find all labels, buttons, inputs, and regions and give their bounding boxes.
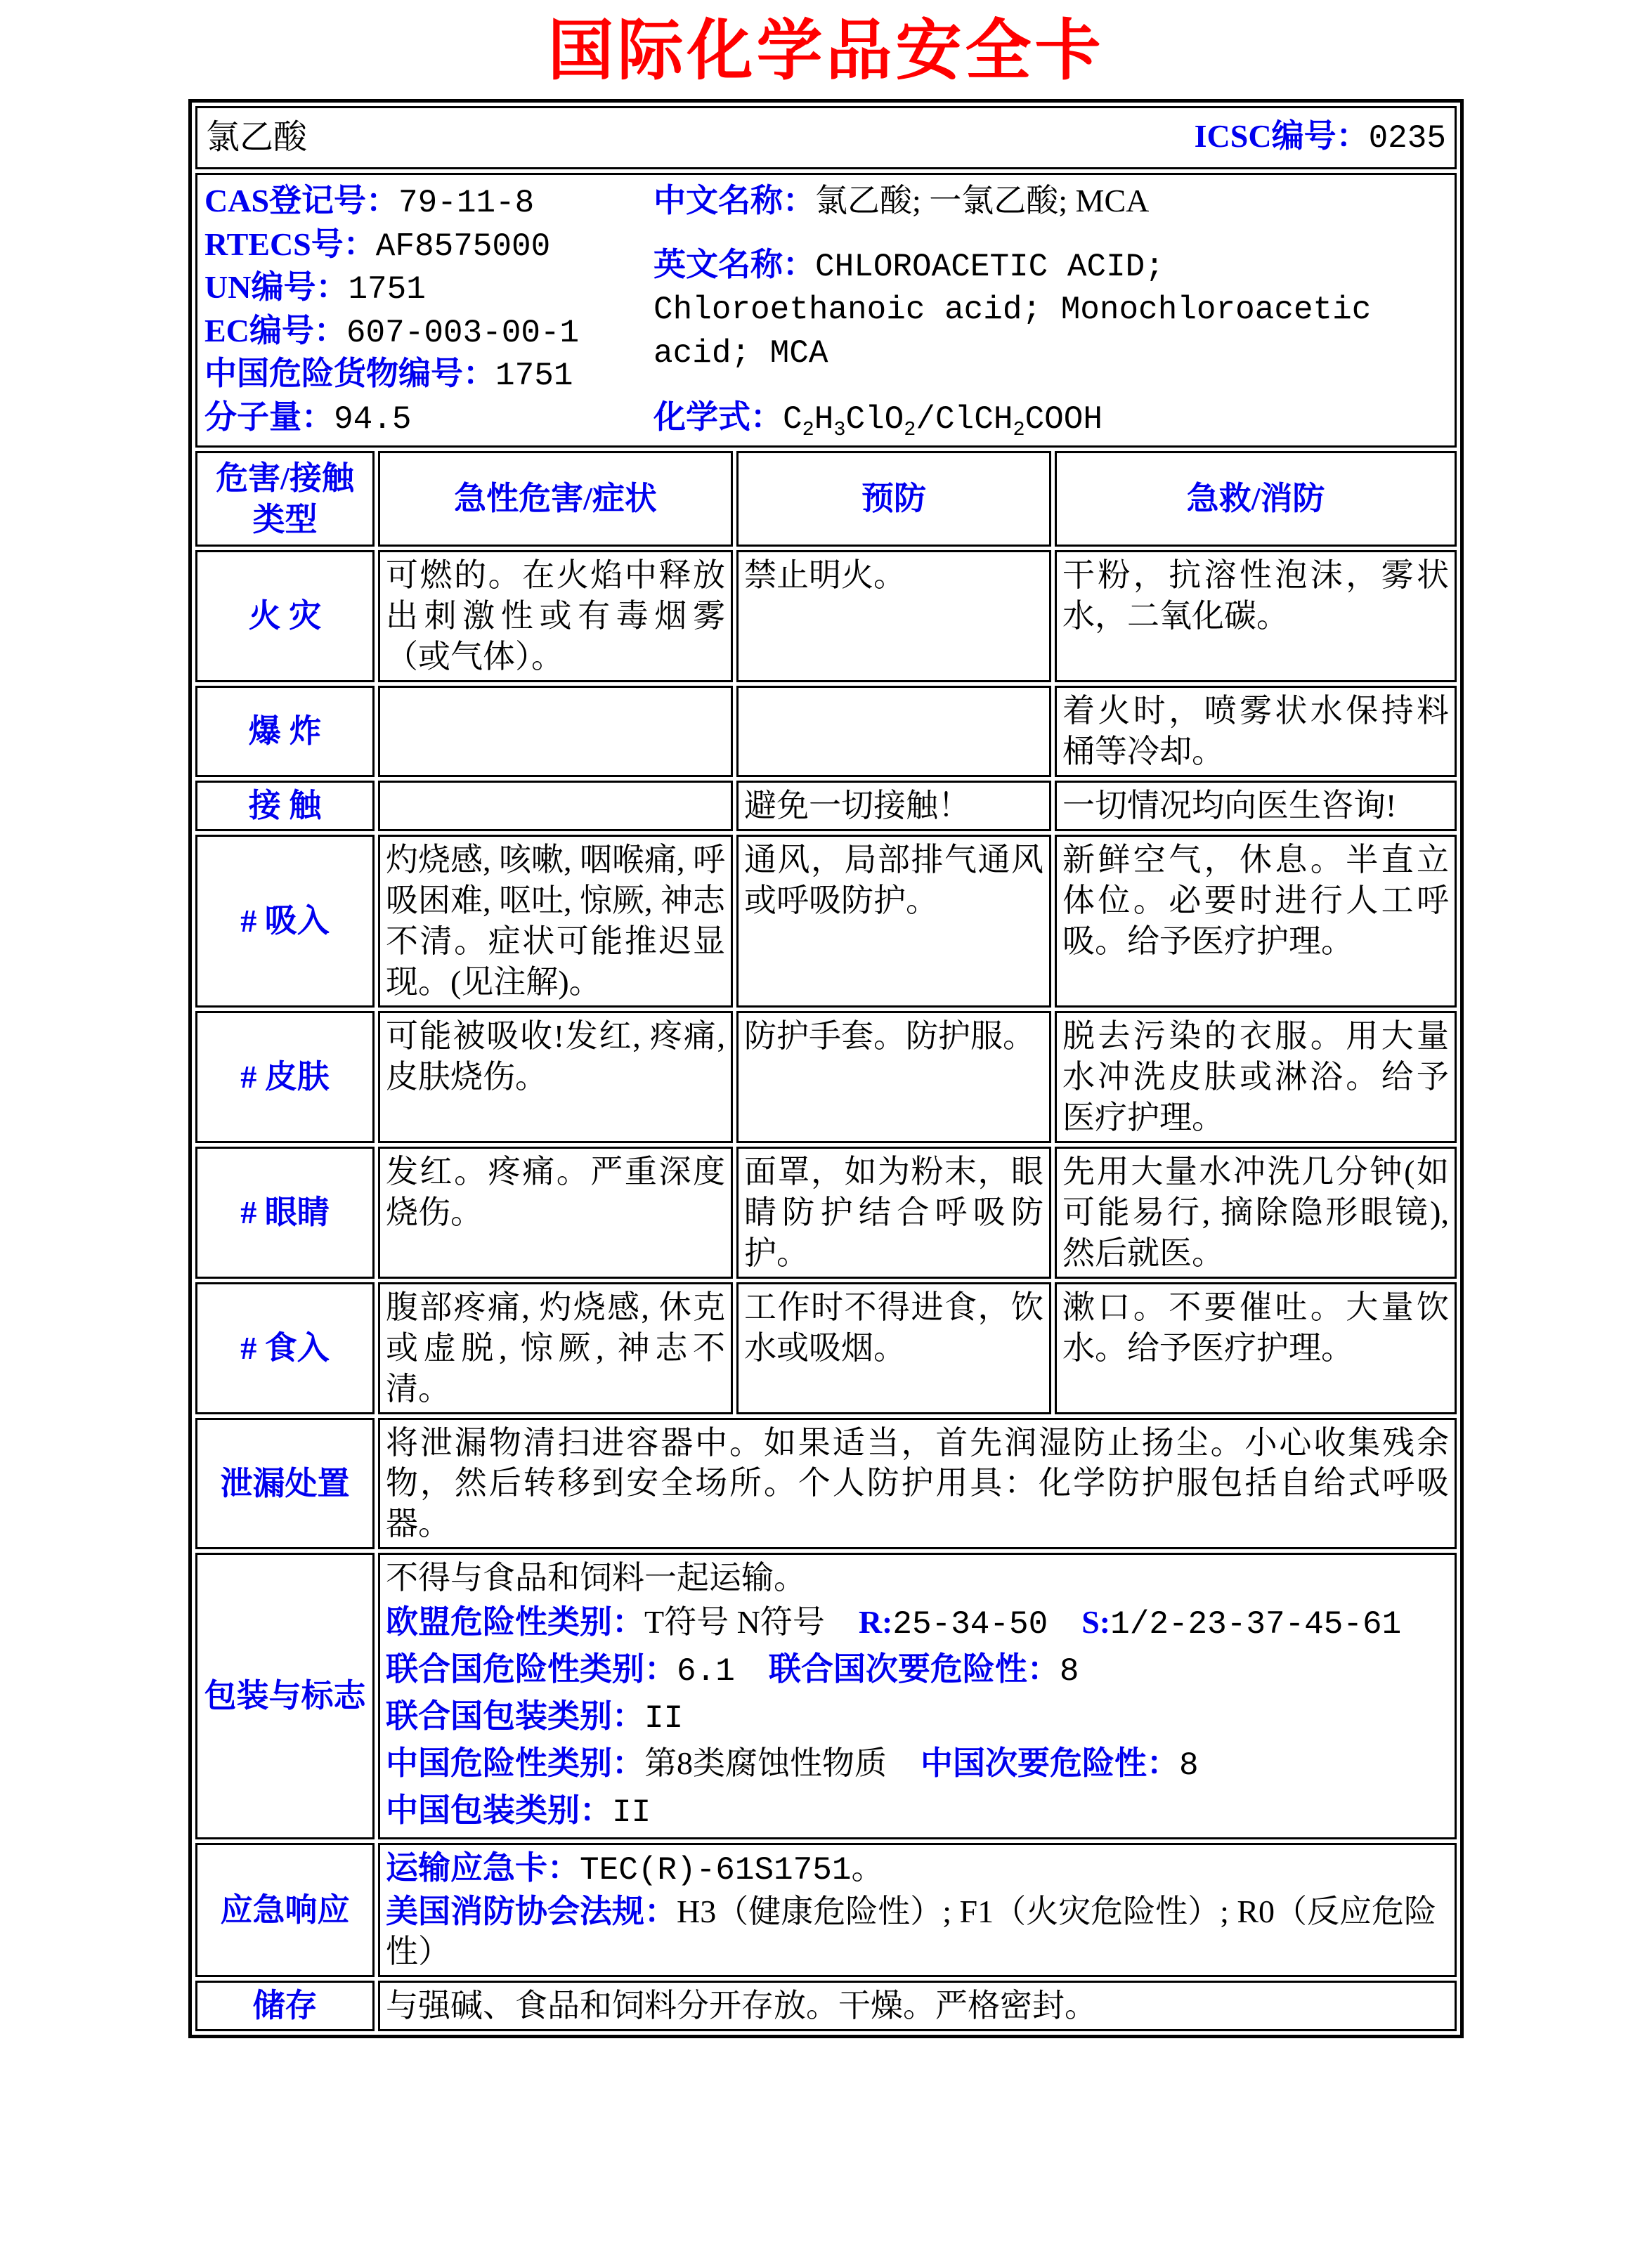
- cn-subsidiary-risk-value: 8: [1179, 1747, 1199, 1784]
- un-packing-group-value: II: [644, 1700, 684, 1738]
- icsc-number-value: 0235: [1368, 120, 1446, 157]
- header-hazard-type-cell: [195, 451, 375, 547]
- skin-prevention-cell: 防护手套。防护服。: [736, 1011, 1051, 1143]
- packaging-labelling-row: [195, 1553, 1457, 1839]
- hazard-row-fire: [195, 550, 1457, 682]
- cn-packing-group-value: II: [612, 1794, 651, 1831]
- hazard-row-eyes: [195, 1147, 1457, 1279]
- chinese-name-value: 氯乙酸; 一氯乙酸; MCA: [815, 183, 1150, 219]
- substance-header-row: [195, 106, 1457, 169]
- formula-segment: /ClCH: [916, 400, 1013, 438]
- spill-disposal-label-cell: 泄漏处置: [195, 1418, 375, 1550]
- contact-type-cell: 接 触: [195, 781, 375, 831]
- rtecs-number-value: AF8575000: [375, 228, 551, 265]
- molecular-weight-line: [204, 397, 644, 441]
- emergency-response-row: [195, 1843, 1457, 1977]
- nfpa-code-line: [386, 1891, 1449, 1972]
- skin-symptoms-cell: 可能被吸收!发红, 疼痛, 皮肤烧伤。: [378, 1011, 733, 1143]
- header-prevention-cell: [736, 451, 1051, 547]
- header-symptoms-cell: [378, 451, 733, 547]
- cn-packing-group-line: [386, 1790, 1449, 1834]
- storage-row: [195, 1981, 1457, 2031]
- emergency-response-lines: [386, 1848, 1449, 1972]
- un-subsidiary-risk-value: 8: [1059, 1653, 1079, 1690]
- packaging-content-cell: [378, 1553, 1457, 1839]
- un-hazard-class-value: 6.1: [677, 1653, 735, 1690]
- explosion-type-cell: 爆 炸: [195, 686, 375, 777]
- un-number-value: 1751: [348, 271, 426, 308]
- cas-number-value: 79-11-8: [398, 185, 535, 222]
- formula-subscript: 2: [802, 418, 814, 442]
- nfpa-code-label: 美国消防协会法规：: [386, 1893, 677, 1929]
- substance-header-cell: [195, 106, 1457, 169]
- un-hazard-class-label: 联合国危险性类别：: [386, 1651, 677, 1688]
- ingestion-symptoms-cell: 腹部疼痛, 灼烧感, 休克或虚脱, 惊厥, 神志不清。: [378, 1282, 733, 1414]
- un-packing-group-line: [386, 1696, 1449, 1740]
- header-hazard-type-line1: 危害/接触: [216, 460, 354, 496]
- spill-disposal-row: [195, 1418, 1457, 1550]
- chinese-name-label: 中文名称：: [653, 183, 815, 219]
- hazard-row-ingestion: [195, 1282, 1457, 1414]
- chemical-formula-value: [783, 400, 1103, 442]
- cn-hazard-class-line: [386, 1743, 1449, 1787]
- packaging-lines: [386, 1558, 1449, 1833]
- emergency-response-content-cell: [378, 1843, 1457, 1977]
- contact-symptoms-cell: [378, 781, 733, 831]
- contact-response-cell: 一切情况均向医生咨询!: [1055, 781, 1457, 831]
- registry-numbers-column: [204, 181, 644, 440]
- hazard-header-row: [195, 451, 1457, 547]
- chinese-name-line: [653, 181, 1449, 221]
- skin-response-cell: 脱去污染的衣服。用大量水冲洗皮肤或淋浴。给予医疗护理。: [1055, 1011, 1457, 1143]
- formula-subscript: 2: [904, 418, 916, 442]
- inhalation-prevention-cell: 通风，局部排气通风或呼吸防护。: [736, 835, 1051, 1008]
- formula-segment: H: [814, 400, 834, 438]
- ec-number-line: [204, 311, 644, 354]
- inhalation-symptoms-cell: 灼烧感, 咳嗽, 咽喉痛, 呼吸困难, 呕吐, 惊厥, 神志不清。症状可能推迟显现。(见注解)。: [378, 835, 733, 1008]
- r-phrases-value: 25-34-50: [892, 1606, 1048, 1643]
- eyes-symptoms-cell: 发红。疼痛。严重深度烧伤。: [378, 1147, 733, 1279]
- eu-hazard-class-line: [386, 1602, 1449, 1645]
- transport-emergency-card-line: [386, 1848, 1449, 1891]
- ingestion-type-cell: # 食入: [195, 1282, 375, 1414]
- cas-number-line: [204, 181, 644, 224]
- transport-note-line: [386, 1558, 1449, 1598]
- s-phrases-value: 1/2-23-37-45-61: [1110, 1606, 1402, 1643]
- identification-row: [195, 173, 1457, 448]
- cn-hazard-class-value: 第8类腐蚀性物质: [644, 1745, 887, 1781]
- china-dg-number-value: 1751: [495, 358, 573, 395]
- ingestion-prevention-cell: 工作时不得进食，饮水或吸烟。: [736, 1282, 1051, 1414]
- china-dg-number-label: 中国危险货物编号：: [204, 356, 495, 392]
- chemical-formula-label: 化学式：: [653, 398, 783, 435]
- r-phrases-label: R:: [858, 1604, 893, 1641]
- transport-emergency-card-label: 运输应急卡：: [386, 1850, 580, 1886]
- rtecs-number-label: RTECS号：: [204, 226, 376, 262]
- page-title: 国际化学品安全卡: [547, 15, 1105, 88]
- s-phrases-label: S:: [1081, 1604, 1111, 1641]
- molecular-weight-value: 94.5: [334, 400, 412, 438]
- english-name-line: [653, 245, 1449, 374]
- un-number-label: UN编号：: [204, 269, 349, 306]
- fire-prevention-cell: 禁止明火。: [736, 550, 1051, 682]
- formula-segment: ClO: [845, 400, 904, 438]
- fire-response-cell: 干粉，抗溶性泡沫，雾状水，二氧化碳。: [1055, 550, 1457, 682]
- cas-number-label: CAS登记号：: [204, 183, 399, 219]
- formula-segment: C: [783, 400, 802, 438]
- chemical-formula-line: [653, 397, 1449, 441]
- header-hazard-type-line2: 类型: [252, 502, 318, 538]
- substance-name: 氯乙酸: [206, 119, 308, 157]
- fire-symptoms-cell: 可燃的。在火焰中释放出刺激性或有毒烟雾（或气体）。: [378, 550, 733, 682]
- formula-subscript: 2: [1013, 418, 1025, 442]
- molecular-weight-label: 分子量：: [204, 398, 334, 435]
- rtecs-number-line: [204, 224, 644, 268]
- storage-text-cell: 与强碱、食品和饲料分开存放。干燥。严格密封。: [378, 1981, 1457, 2031]
- explosion-prevention-cell: [736, 686, 1051, 777]
- skin-type-cell: # 皮肤: [195, 1011, 375, 1143]
- explosion-response-cell: 着火时，喷雾状水保持料桶等冷却。: [1055, 686, 1457, 777]
- nfpa-code-value: H3（健康危险性）; F1（火灾危险性）; R0（反应危险性）: [386, 1893, 1437, 1970]
- inhalation-type-cell: # 吸入: [195, 835, 375, 1008]
- substance-header: [203, 111, 1449, 164]
- inhalation-response-cell: 新鲜空气，休息。半直立体位。必要时进行人工呼吸。给予医疗护理。: [1055, 835, 1457, 1008]
- emergency-response-label-cell: 应急响应: [195, 1843, 375, 1977]
- cn-hazard-class-label: 中国危险性类别：: [386, 1745, 644, 1781]
- icsc-number-label: ICSC编号：: [1194, 118, 1369, 155]
- eu-hazard-class-value: T符号 N符号: [644, 1604, 825, 1641]
- identification-grid: [203, 178, 1449, 443]
- un-hazard-class-line: [386, 1649, 1449, 1693]
- un-number-line: [204, 267, 644, 311]
- english-name-value: CHLOROACETIC ACID; Chloroethanoic acid; Monochloroacetic acid; MCA: [653, 248, 1372, 372]
- hazard-row-contact: [195, 781, 1457, 831]
- cn-subsidiary-risk-label: 中国次要危险性：: [921, 1745, 1179, 1781]
- english-name-label: 英文名称：: [653, 246, 815, 282]
- un-subsidiary-risk-label: 联合国次要危险性：: [768, 1651, 1060, 1688]
- cn-packing-group-label: 中国包装类别：: [386, 1792, 612, 1828]
- storage-label-cell: 储存: [195, 1981, 375, 2031]
- contact-prevention-cell: 避免一切接触！: [736, 781, 1051, 831]
- hazard-row-inhalation: [195, 835, 1457, 1008]
- ingestion-response-cell: 漱口。不要催吐。大量饮水。给予医疗护理。: [1055, 1282, 1457, 1414]
- explosion-symptoms-cell: [378, 686, 733, 777]
- identification-cell: [195, 173, 1457, 448]
- spill-disposal-text-cell: 将泄漏物清扫进容器中。如果适当，首先润湿防止扬尘。小心收集残余物，然后转移到安全场所。个人防护用具：化学防护服包括自给式呼吸器。: [378, 1418, 1457, 1550]
- fire-type-cell: 火 灾: [195, 550, 375, 682]
- packaging-label-cell: 包装与标志: [195, 1553, 375, 1839]
- hazard-row-explosion: [195, 686, 1457, 777]
- eyes-response-cell: 先用大量水冲洗几分钟(如可能易行, 摘除隐形眼镜), 然后就医。: [1055, 1147, 1457, 1279]
- names-column: [653, 181, 1449, 440]
- ec-number-value: 607-003-00-1: [346, 314, 580, 351]
- header-prevention-label: 预防: [861, 481, 926, 517]
- eu-hazard-class-label: 欧盟危险性类别：: [386, 1604, 644, 1641]
- eyes-prevention-cell: 面罩，如为粉末，眼睛防护结合呼吸防护。: [736, 1147, 1051, 1279]
- formula-subscript: 3: [833, 418, 846, 442]
- ec-number-label: EC编号：: [204, 312, 346, 348]
- eyes-type-cell: # 眼睛: [195, 1147, 375, 1279]
- header-symptoms-label: 急性危害/症状: [454, 481, 657, 517]
- hazard-row-skin: [195, 1011, 1457, 1143]
- formula-segment: COOH: [1025, 400, 1103, 438]
- icsc-card-table: [188, 99, 1464, 2038]
- header-response-cell: [1055, 451, 1457, 547]
- transport-note: 不得与食品和饲料一起运输。: [386, 1560, 806, 1596]
- header-response-label: 急救/消防: [1186, 481, 1325, 517]
- un-packing-group-label: 联合国包装类别：: [386, 1698, 644, 1735]
- china-dg-number-line: [204, 353, 644, 397]
- icsc-number-field: [1195, 116, 1446, 159]
- transport-emergency-card-value: TEC(R)-61S1751。: [580, 1852, 884, 1889]
